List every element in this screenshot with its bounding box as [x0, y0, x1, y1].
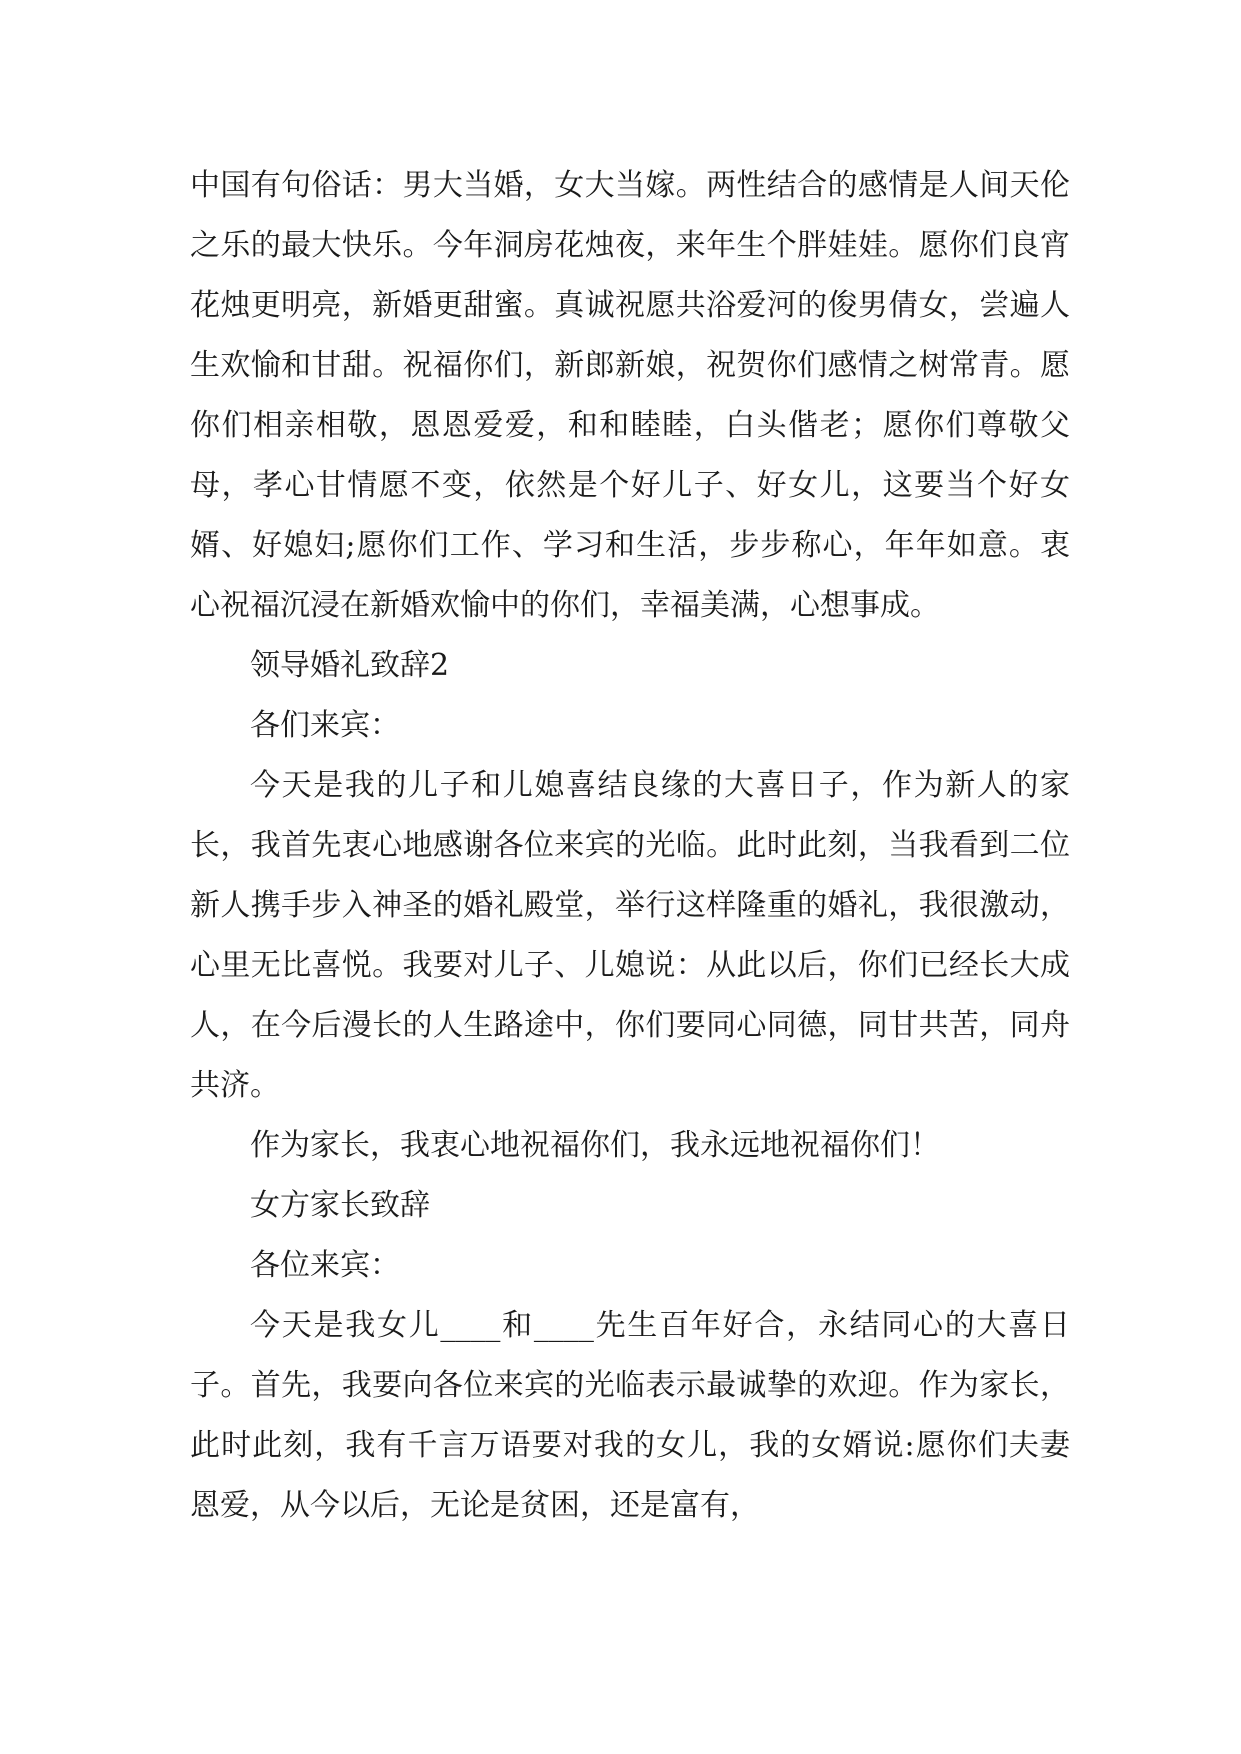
paragraph-parent-blessing: 作为家长，我衷心地祝福你们，我永远地祝福你们！: [250, 1128, 940, 1163]
section-heading-bride-parent-speech: 女方家长致辞: [250, 1188, 430, 1223]
document-body: [190, 156, 1070, 1536]
section-heading-leader-speech-2: 领导婚礼致辞2: [250, 648, 450, 683]
paragraph-blessing: 中国有句俗话：男大当婚，女大当嫁。两性结合的感情是人间天伦之乐的最大快乐。今年洞房花烛夜，来年生个胖娃娃。愿你们良宵花烛更明亮，新婚更甜蜜。真诚祝愿共浴爱河的俊男倩女，尝遍人生欢愉和甘甜。祝福你们，新郎新娘，祝贺你们感情之树常青。愿你们相亲相敬，恩恩爱爱，和和睦睦，白头偕老；愿你们尊敬父母，孝心甘情愿不变，依然是个好儿子、好女儿，这要当个好女婿、好媳妇;愿你们工作、学习和生活，步步称心，年年如意。衷心祝福沉浸在新婚欢愉中的你们，幸福美满，心想事成。: [190, 168, 1070, 623]
salutation-guests: 各们来宾：: [250, 708, 400, 743]
paragraph-parent-speech: 今天是我的儿子和儿媳喜结良缘的大喜日子，作为新人的家长，我首先衷心地感谢各位来宾的光临。此时此刻，当我看到二位新人携手步入神圣的婚礼殿堂，举行这样隆重的婚礼，我很激动，心里无比喜悦。我要对儿子、儿媳说：从此以后，你们已经长大成人，在今后漫长的人生路途中，你们要同心同德，同甘共苦，同舟共济。: [190, 768, 1070, 1103]
paragraph-bride-parent-speech: 今天是我女儿____和____先生百年好合，永结同心的大喜日子。首先，我要向各位来宾的光临表示最诚挚的欢迎。作为家长，此时此刻，我有千言万语要对我的女儿，我的女婿说:愿你们夫妻恩爱，从今以后，无论是贫困，还是富有，: [190, 1308, 1070, 1523]
salutation-guests-2: 各位来宾：: [250, 1248, 400, 1283]
